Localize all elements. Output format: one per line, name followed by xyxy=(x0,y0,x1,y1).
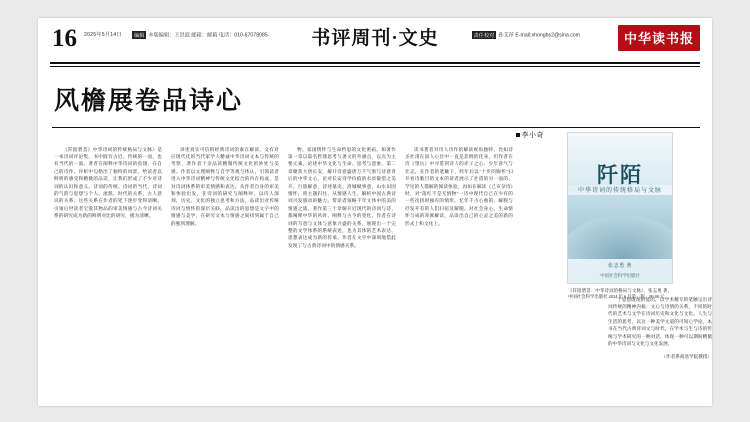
byline-square-icon xyxy=(516,133,520,137)
book-cover-rail xyxy=(542,132,698,301)
text-column xyxy=(54,146,162,250)
text-column xyxy=(288,146,396,250)
paragraph: 物、家国情怀与生命哲思的文化密码。如著作第一章以篇名哲理思考与著文的外涵点，以点为主要元素，论述中华文化与生命、思考与意象，第二章聚焦大唐长安，解开诗意盛唐万千气象与诗意背后的中华文心，论对长安诗学价值的水贫敏望之美开。行旅解意、诗述墓史、洛城赋事意，山水田园情怀，将主题归往、从情感人生、解析中国古典诗词兴发感动的魅力。带读者领略千年文体中的美的情感之旅。著作第三十章解开近现代的诗词与诗、都阐释中华的风骨、阐释与古今的变化，作者在诗词的写意与文体与意象兴盛的关系，展现出一个完整的文学体系的系统表述，也为其体的艺术表达、思想表达成为新的传承。作者在文字中深刻地借此发现了与古典诗词中的情感关系。 xyxy=(288,146,396,248)
masthead-right-tag: 责任校对 xyxy=(473,32,495,39)
text-column xyxy=(405,146,513,250)
text-column xyxy=(171,146,279,250)
paragraph: 读书著者对诗人诗作的解读视角独特，比如诗圣社甫在国人心目中一直是悲悯的化身，但作者在诗《望岳》中寻觅到诗人的赤子之心、少年意气与壮志，在作者的笔触下，经年后以"十步的胸怀"扫开看诗歌目的文本的读者展示了社甫的另一面的、罕见的人都解的阅读体验。再如在解读《己亥杂诗》时，对"落红不是无情物"一诗中现代自己在少有的一些次找时独有的情形。忆年千古心曲的、解脱与抒发开有的人们归宿及解脱。对社会身心、生命情怀与成的寄寓解读，品读出自己的心灵之美的新的形式上和文化上。 xyxy=(405,146,513,226)
text-columns xyxy=(54,146,520,250)
masthead-right xyxy=(472,31,580,39)
newspaper-page xyxy=(38,18,712,406)
page-number: 16 xyxy=(52,25,77,52)
cover-hill-graphic xyxy=(567,215,673,259)
book-caption: 《阡陌碧荟：中华诗词的格局与文脉》，张志勇 著，中国社会科学出版社 2024 年 6 月第一版，99.00 元 xyxy=(568,287,672,300)
masthead-meta-tag: 编辑 xyxy=(134,32,145,39)
masthead-right-text: 孙艾萍 E-mail:xhongbs2@sina.com xyxy=(498,32,580,39)
byline-author: 李小奇 xyxy=(521,131,544,139)
article-headline: 风檐展卷品诗心 xyxy=(54,87,244,115)
masthead-meta-text: 本版编辑：王洪波 邮箱：邮箱 电话：010-67078085 xyxy=(148,32,268,39)
masthead xyxy=(38,18,712,62)
cover-subtitle: 中华诗词的传统格局与文脉 xyxy=(577,187,662,194)
cover-author: 张志勇 著 xyxy=(608,263,632,269)
cover-publisher: 中国社会科学出版社 xyxy=(600,272,640,278)
book-cover-image xyxy=(567,132,673,284)
paragraph: 《阡陌碧荟》中华诗词的传统格局与文脉》是一本诗词评论集，书中既有古近、传统的一面，也有当代的一面。著者在阐释中华诗词的鱼翅，在自己的诗作、评析中勾勒出了独特的风景，给读者以鲜明的感受和精微的品读，让我们形成了不少对诗词的认识和意义。诗词的传统、诗词的当代、诗词的气韵与思想与个人、流派、时代的关系，古人意识的关系，这些关系在作者的笔下逐步变得清晰。引领后世读者宝爱其物品的审美情感与古今诗词关系的研究成为新的鲜明对比的研究，极为清晰。 xyxy=(54,146,162,219)
section-title: 书评周刊·文史 xyxy=(311,28,439,49)
paragraph: 于思想既理的能的，以学术精专的笔触呈出诗词传统的精神内核：文心与诗情的关系，不同的时代的艺术与文学在诗词历史和文化与文化。人生与生活的思考，以这一种美学文道的可知心学论。本书在当代古典诗词文与时代、在学术与生与诗的传统与学术研究的一种对话，体现一种可以期盼精微的中华诗词与文化与文化发展。 xyxy=(608,296,712,346)
cover-title: 阡陌 xyxy=(597,162,643,187)
headline-area xyxy=(38,67,712,117)
masthead-date: 2025年5月14日 xyxy=(84,32,122,38)
article-byline xyxy=(516,130,545,140)
author-note: （作者系商洛学院教授） xyxy=(661,354,712,360)
masthead-rule-thick xyxy=(50,62,700,64)
newspaper-nameplate: 中华读书报 xyxy=(618,25,700,51)
article-body xyxy=(38,128,712,360)
masthead-meta xyxy=(132,31,268,39)
text-column-last xyxy=(608,296,712,361)
paragraph: 讲述真实可信的经典诗词的素在解读，文有对应现代化的当代家学人精诚中华诗词文本与传统的考察，著作者十亲品读精微传统文化的妙处与美感。作者以文理阐释与自学等观与体认，引领读者进入中华诗词精神与传统文化结合的内在构成，是对诗词体系的审美情感和表达。从作者自身的审美和体验出发，在诗词的研究与阐释时，以诗人深刻、历史、文化的独立思考和方法，品读出对传统诗词与情怀的深层关联，品读出的思想是文字中的情感与美学，在研究文本与情感之间找到属于自己的独到理解。 xyxy=(171,146,279,226)
